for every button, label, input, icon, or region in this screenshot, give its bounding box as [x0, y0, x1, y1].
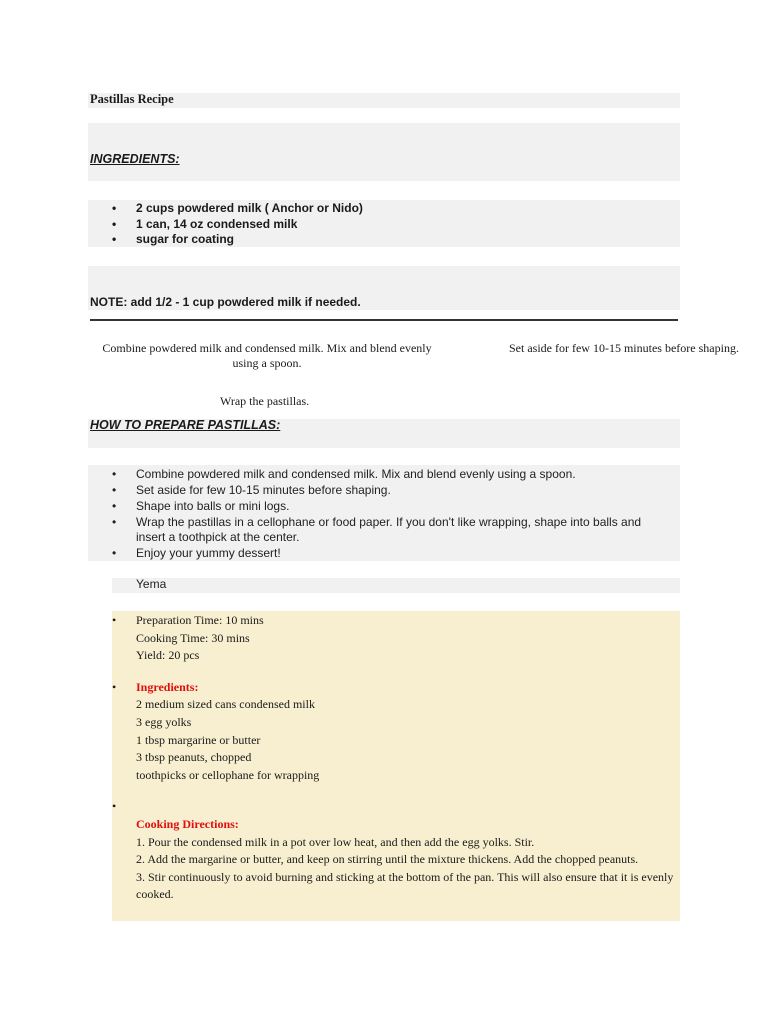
list-item: • Combine powdered milk and condensed milk. Mix and blend evenly using a spoon. [112, 467, 672, 482]
yema-ingredients-item [112, 679, 676, 785]
list-item: • 2 cups powdered milk ( Anchor or Nido) [112, 201, 363, 217]
ingredients-heading: INGREDIENTS: [90, 152, 180, 166]
list-item: • 1 can, 14 oz condensed milk [112, 217, 363, 233]
cook-time: Cooking Time: 30 mins [136, 630, 250, 645]
list-item: • sugar for coating [112, 232, 363, 248]
yema-directions-heading: • Cooking Directions: [136, 816, 239, 831]
list-item: 3 tbsp peanuts, chopped [136, 750, 252, 765]
steps-list [112, 467, 672, 561]
caption-left [92, 341, 442, 371]
divider [90, 319, 678, 321]
yema-title-band [112, 578, 680, 593]
caption-left-line1: Combine powdered milk and condensed milk. Mix and blend evenly [102, 341, 432, 355]
list-item: • Enjoy your yummy dessert! [112, 546, 672, 561]
spacer [136, 798, 676, 816]
list-item: 1. Pour the condensed milk in a pot over low heat, and then add the egg yolks. Stir. [136, 834, 535, 849]
yema-directions-item [112, 798, 676, 904]
yema-ingredients-heading: • Ingredients: [136, 679, 199, 694]
yema-title: Yema [136, 577, 167, 591]
page-title: Pastillas Recipe [90, 92, 174, 106]
caption-left-line2: using a spoon. [232, 356, 302, 370]
ingredients-list [112, 201, 363, 248]
note-text: NOTE: add 1/2 - 1 cup powdered milk if needed. [90, 295, 361, 309]
list-item: • Wrap the pastillas in a cellophane or food paper. If you don't like wrapping, shape into balls and insert a toothpick at the center. [112, 515, 672, 545]
prepare-heading: HOW TO PREPARE PASTILLAS: [90, 418, 281, 432]
list-item: 1 tbsp margarine or butter [136, 732, 261, 747]
yema-details [112, 612, 676, 904]
list-item: 2 medium sized cans condensed milk [136, 697, 315, 712]
yema-times-item [112, 612, 676, 665]
title-band [88, 93, 680, 108]
list-item: 2. Add the margarine or butter, and keep on stirring until the mixture thickens. Add the chopped peanuts. [136, 852, 639, 867]
caption-right: Set aside for few 10-15 minutes before shaping. [509, 341, 739, 355]
list-item: 3. Stir continuously to avoid burning and sticking at the bottom of the pan. This will also ensure that it is evenly cooked. [136, 869, 674, 902]
list-item: toothpicks or cellophane for wrapping [136, 767, 320, 782]
list-item: • Set aside for few 10-15 minutes before shaping. [112, 483, 672, 498]
list-item: 3 egg yolks [136, 714, 192, 729]
list-item: • Shape into balls or mini logs. [112, 499, 672, 514]
caption-center: Wrap the pastillas. [220, 394, 310, 408]
prep-time: • Preparation Time: 10 mins [136, 613, 264, 627]
yield: Yield: 20 pcs [136, 648, 200, 663]
